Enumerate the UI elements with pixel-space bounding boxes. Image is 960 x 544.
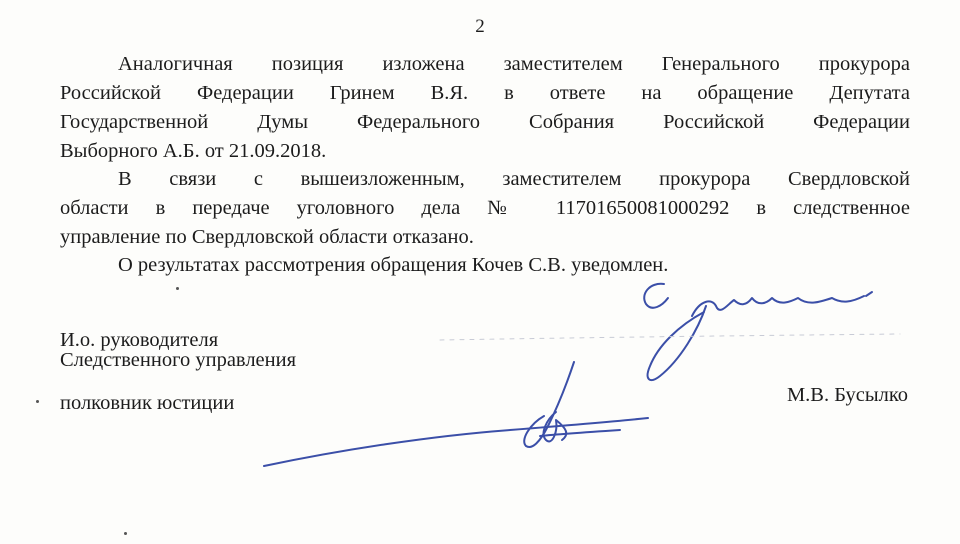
paragraph-1-line-3: Государственной Думы Федерального Собрания Российской Федерации — [60, 111, 910, 133]
paragraph-2-line-3: управление по Свердловской области отказано. — [60, 226, 474, 248]
signature-lower — [264, 362, 648, 466]
paragraph-2-line-1: В связи с вышеизложенным, заместителем прокурора Свердловской — [118, 168, 910, 190]
speck — [176, 287, 179, 290]
page-number: 2 — [475, 16, 485, 37]
signatory-title-line-2: Следственного управления — [60, 349, 297, 371]
speck — [36, 400, 39, 403]
signatory-title-line-1: И.о. руководителя — [60, 329, 219, 351]
signatory-name: М.В. Бусылко — [786, 384, 908, 406]
paragraph-1-line-2: Российской Федерации Гринем В.Я. в ответе на обращение Депутата — [60, 82, 910, 104]
paragraph-1-line-1: Аналогичная позиция изложена заместителем Генерального прокурора — [118, 53, 910, 75]
paragraph-1-line-4: Выборного А.Б. от 21.09.2018. — [60, 140, 327, 162]
paragraph-2-line-2: области в передаче уголовного дела № 11701650081000292 в следственное — [60, 197, 910, 219]
signatory-rank: полковник юстиции — [60, 392, 235, 414]
signature-upper — [644, 284, 872, 380]
paragraph-3: О результатах рассмотрения обращения Кочев С.В. уведомлен. — [118, 254, 669, 276]
speck — [124, 532, 127, 535]
faint-line — [440, 334, 900, 340]
